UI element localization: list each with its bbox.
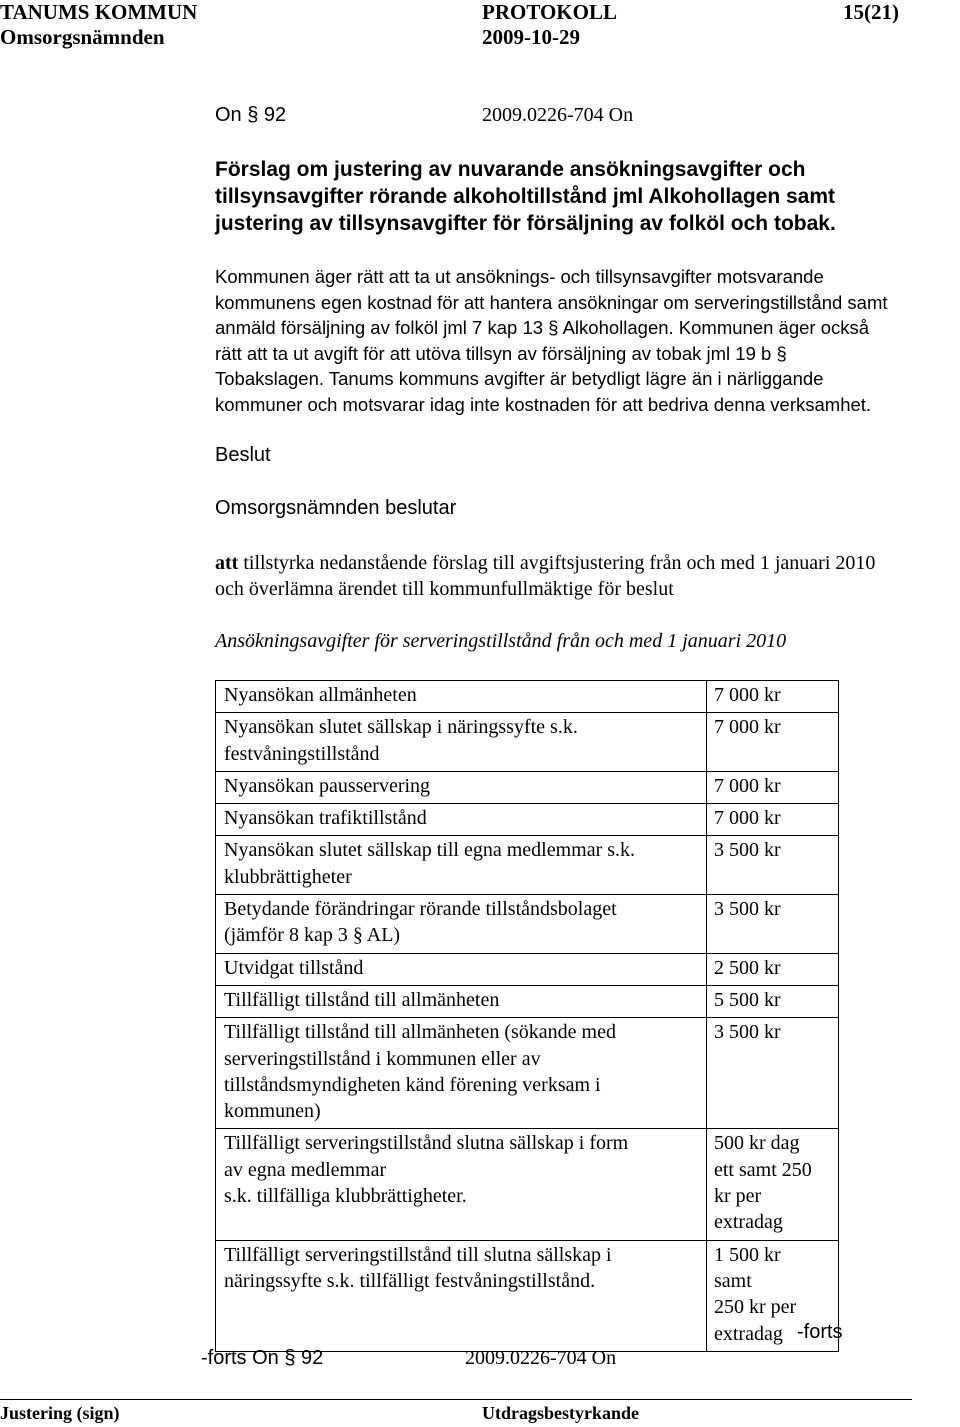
fee-amount-cell [707,804,839,836]
fee-amount-cell [707,713,839,772]
body-line: anmäld försäljning av folköl jml 7 kap 13 § Alkohollagen. Kommunen äger också [215,317,870,339]
fee-amount-cell [707,1129,839,1240]
fee-amount-line: 3 500 kr [714,1021,781,1044]
fee-description-cell [216,1129,707,1240]
fee-description-line: Nyansökan slutet sällskap till egna medlemmar s.k. [224,839,636,862]
fee-description-line: Nyansökan allmänheten [224,684,417,706]
decision-line-2: och överlämna ärendet till kommunfullmäktige för beslut [215,578,674,600]
fee-amount-line: 500 kr dag [714,1132,800,1155]
body-line: kommunens egen kostnad för att hantera ansökningar om serveringstillstånd samt [215,291,888,313]
header-doc-type: PROTOKOLL [482,0,617,24]
fee-row [216,1240,839,1351]
fee-amount-cell [707,985,839,1017]
fee-amount-line: ett samt 250 [714,1158,812,1181]
fee-amount-line: extradag [714,1322,783,1345]
fee-description-line: Nyansökan trafiktillstånd [224,807,427,830]
fee-amount-cell [707,1018,839,1129]
fee-row [216,1018,839,1129]
fee-description-line: av egna medlemmar [224,1158,387,1181]
decision-intro: Omsorgsnämnden beslutar [215,497,457,519]
fee-amount-cell [707,681,839,713]
case-title [215,156,915,237]
fee-amount-line: samt [714,1269,752,1292]
fee-description-cell [216,1018,707,1129]
body-line: kommuner och motsvarar idag inte kostnaden för att bedriva denna verksamhet. [215,393,872,415]
fee-row [216,713,839,772]
fee-description-cell [216,953,707,985]
fee-row [216,895,839,954]
fee-table-heading: Ansökningsavgifter för serveringstillstånd från och med 1 januari 2010 [215,630,787,652]
fee-description-line: (jämför 8 kap 3 § AL) [224,924,401,947]
fee-description-line: Tillfälligt serveringstillstånd slutna sällskap i form [224,1132,629,1155]
fee-amount-cell [707,771,839,803]
fee-description-cell [216,713,707,772]
fee-row [216,681,839,713]
footer-divider [0,1399,912,1400]
body-line: Kommunen äger rätt att ta ut ansöknings- och tillsynsavgifter motsvarande [215,266,824,287]
header-committee: Omsorgsnämnden [0,25,165,49]
fee-amount-line: 5 500 kr [714,988,781,1011]
fee-description-cell [216,836,707,895]
header-org: TANUMS KOMMUN [0,0,198,24]
fee-amount-line: 7 000 kr [714,807,781,830]
fee-description-line: s.k. tillfälliga klubbrättigheter. [224,1185,467,1208]
fee-description-line: Tillfälligt serveringstillstånd till slutna sällskap i [224,1243,612,1266]
fee-amount-line: kr per [714,1185,762,1208]
case-title-line: justering av tillsynsavgifter för försäljning av folköl och tobak. [215,212,836,235]
fee-description-line: Tillfälligt tillstånd till allmänheten [224,988,500,1011]
fee-amount-line: 1 500 kr [714,1243,781,1266]
fee-amount-cell [707,836,839,895]
decision-heading: Beslut [215,444,271,466]
fee-description-line: Tillfälligt tillstånd till allmänheten (sökande med [224,1021,616,1044]
fee-amount-line: 7 000 kr [714,684,781,706]
fee-description-cell [216,895,707,954]
body-line: Tobakslagen. Tanums kommuns avgifter är betydligt lägre än i närliggande [215,368,824,390]
fee-row [216,985,839,1017]
decision-text [215,550,875,602]
fee-amount-cell [707,895,839,954]
fee-amount-line: 250 kr per [714,1296,797,1319]
fee-description-line: Betydande förändringar rörande tillståndsbolaget [224,898,617,921]
fee-table [215,680,839,1352]
fee-amount-line: extradag [714,1211,783,1234]
case-diary-number: 2009.0226-704 On [482,104,634,126]
fee-description-cell [216,985,707,1017]
footer-extract-label: Utdragsbestyrkande [482,1403,640,1423]
fee-description-line: Nyansökan pausservering [224,774,431,797]
case-title-line: tillsynsavgifter rörande alkoholtillstånd jml Alkohollagen samt [215,185,836,208]
fee-description-line: tillståndsmyndigheten känd förening verksam i [224,1073,601,1096]
fee-description-line: Utvidgat tillstånd [224,956,364,979]
fee-row [216,771,839,803]
fee-amount-line: 3 500 kr [714,898,781,921]
fee-amount-line: 7 000 kr [714,716,781,739]
case-title-line: Förslag om justering av nuvarande ansökningsavgifter och [215,158,806,181]
fee-row [216,836,839,895]
case-section: On § 92 [215,104,287,126]
fee-description-line: serveringstillstånd i kommunen eller av [224,1047,541,1070]
header-page-number: 15(21) [843,0,899,24]
fee-amount-cell [707,953,839,985]
fee-description-cell [216,1240,707,1351]
fee-description-cell [216,804,707,836]
fee-description-line: kommunen) [224,1100,321,1123]
fee-description-cell [216,681,707,713]
fee-description-line: Nyansökan slutet sällskap i näringssyfte s.k. [224,716,578,739]
fee-amount-line: 7 000 kr [714,774,781,797]
fee-row [216,953,839,985]
decision-att-keyword: att [215,552,239,574]
fee-amount-line: 3 500 kr [714,839,781,862]
fee-row [216,804,839,836]
continuation-marker: -forts [797,1321,843,1343]
fee-row [216,1129,839,1240]
fee-description-cell [216,771,707,803]
fee-description-line: näringssyfte s.k. tillfälligt festvåningstillstånd. [224,1269,596,1292]
continuation-section: -forts On § 92 [201,1347,324,1369]
fee-description-line: klubbrättigheter [224,865,352,888]
fee-description-line: festvåningstillstånd [224,742,380,765]
decision-line-1: tillstyrka nedanstående förslag till avgiftsjustering från och med 1 januari 2010 [238,552,876,574]
continuation-diary-number: 2009.0226-704 On [465,1347,617,1369]
body-paragraph [215,264,960,418]
header-date: 2009-10-29 [482,25,580,49]
fee-amount-line: 2 500 kr [714,956,781,979]
footer-signature-label: Justering (sign) [0,1403,120,1423]
body-line: rätt att ta ut avgift för att utöva tillsyn av försäljning av tobak jml 19 b § [215,342,787,364]
